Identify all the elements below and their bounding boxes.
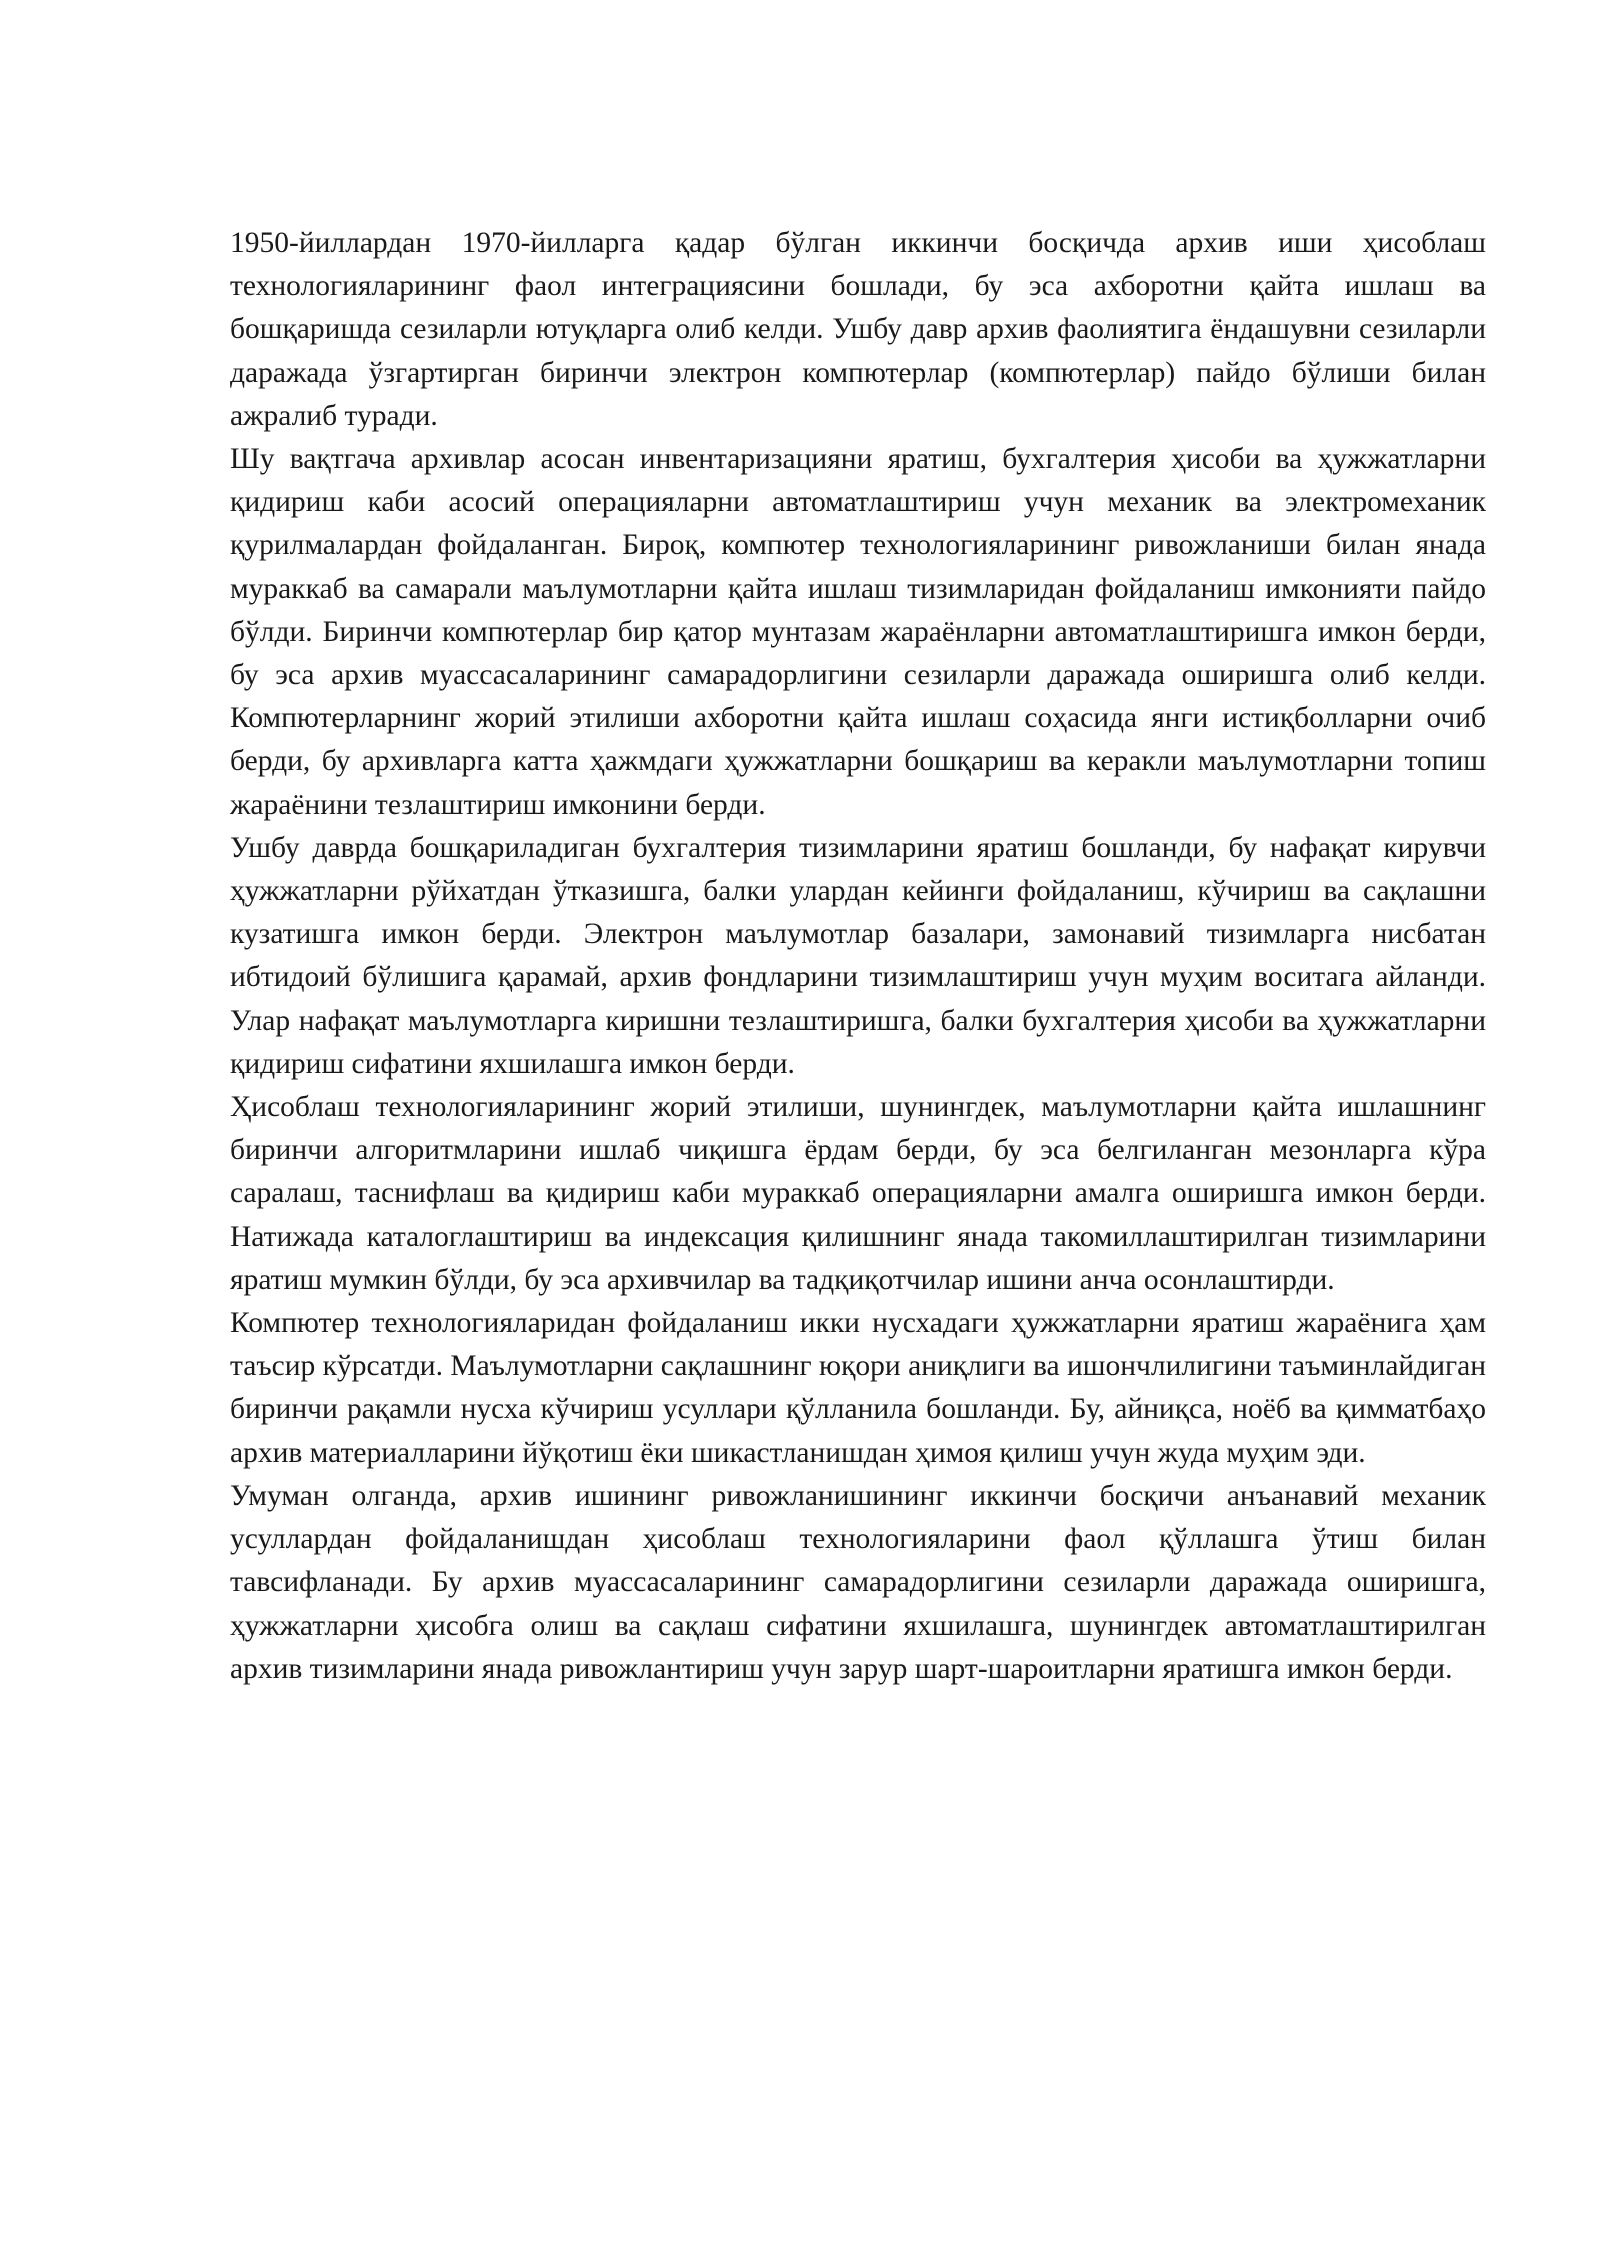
paragraph-3: Ушбу даврда бошқариладиган бухгалтерия тизимларини яратиш бошланди, бу нафақат кирувчи ҳужжатларни рўйхатдан ўтказишга, балки улардан кейинги фойдаланиш, кўчириш ва сақлашни кузатишга имкон берди. Электрон маълумотлар базалари, замонавий тизимларга нисбатан ибтидоий бўлишига қарамай, архив фондларини тизимлаштириш учун муҳим воситага айланди. Улар нафақат маълумотларга киришни тезлаштиришга, балки бухгалтерия ҳисоби ва ҳужжатларни қидириш сифатини яхшилашга имкон берди. [230, 831, 1486, 1080]
paragraph-6: Умуман олганда, архив ишининг ривожланишининг иккинчи босқичи анъанавий механик усуллардан фойдаланишдан ҳисоблаш технологияларини фаол қўллашга ўтиш билан тавсифланади. Бу архив муассасаларининг самарадорлигини сезиларли даражада оширишга, ҳужжатларни ҳисобга олиш ва сақлаш сифатини яхшилашга, шунингдек автоматлаштирилган архив тизимларини янада ривожлантириш учун зарур шарт-шароитларни яратишга имкон берди. [230, 1479, 1486, 1685]
document-body [230, 222, 1486, 1691]
paragraph-1: 1950-йиллардан 1970-йилларга қадар бўлган иккинчи босқичда архив иши ҳисоблаш технологияларининг фаол интеграциясини бошлади, бу эса ахборотни қайта ишлаш ва бошқаришда сезиларли ютуқларга олиб келди. Ушбу давр архив фаолиятига ёндашувни сезиларли даражада ўзгартирган биринчи электрон компютерлар (компютерлар) пайдо бўлиши билан ажралиб туради. [230, 227, 1486, 432]
paragraph-4: Ҳисоблаш технологияларининг жорий этилиши, шунингдек, маълумотларни қайта ишлашнинг биринчи алгоритмларини ишлаб чиқишга ёрдам берди, бу эса белгиланган мезонларга кўра саралаш, таснифлаш ва қидириш каби мураккаб операцияларни амалга оширишга имкон берди. Натижада каталоглаштириш ва индексация қилишнинг янада такомиллаштирилган тизимларини яратиш мумкин бўлди, бу эса архивчилар ва тадқиқотчилар ишини анча осонлаштирди. [230, 1091, 1486, 1296]
paragraph-2: Шу вақтгача архивлар асосан инвентаризацияни яратиш, бухгалтерия ҳисоби ва ҳужжатларни қидириш каби асосий операцияларни автоматлаштириш учун механик ва электромеханик қурилмалардан фойдаланган. Бироқ, компютер технологияларининг ривожланиши билан янада мураккаб ва самарали маълумотларни қайта ишлаш тизимларидан фойдаланиш имконияти пайдо бўлди. Биринчи компютерлар бир қатор мунтазам жараёнларни автоматлаштиришга имкон берди, бу эса архив муассасаларининг самарадорлигини сезиларли даражада оширишга олиб келди. Компютерларнинг жорий этилиши ахборотни қайта ишлаш соҳасида янги истиқболларни очиб берди, бу архивларга катта ҳажмдаги ҳужжатларни бошқариш ва керакли маълумотларни топиш жараёнини тезлаштириш имконини берди. [230, 443, 1486, 821]
paragraph-5: Компютер технологияларидан фойдаланиш икки нусхадаги ҳужжатларни яратиш жараёнига ҳам таъсир кўрсатди. Маълумотларни сақлашнинг юқори аниқлиги ва ишончлилигини таъминлайдиган биринчи рақамли нусха кўчириш усуллари қўлланила бошланди. Бу, айниқса, ноёб ва қимматбаҳо архив материалларини йўқотиш ёки шикастланишдан ҳимоя қилиш учун жуда муҳим эди. [230, 1307, 1486, 1469]
